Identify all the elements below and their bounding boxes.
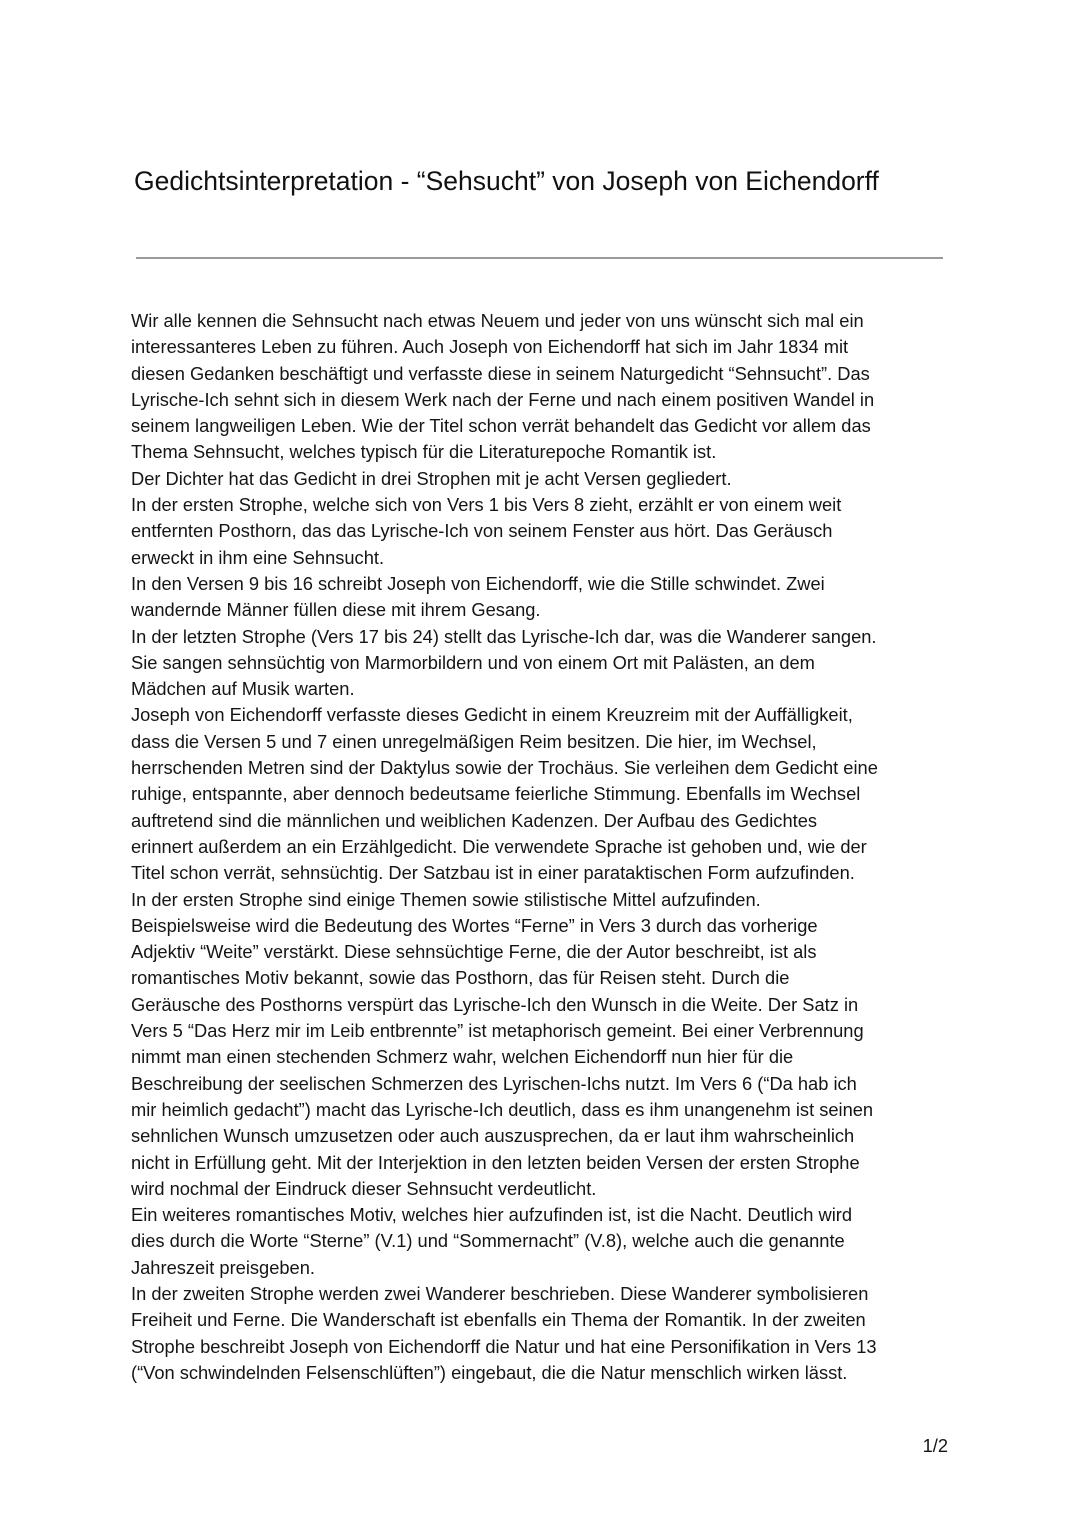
text-line: Freiheit und Ferne. Die Wanderschaft ist ebenfalls ein Thema der Romantik. In der zweiten <box>131 1309 866 1331</box>
text-line: Beispielsweise wird die Bedeutung des Wortes “Ferne” in Vers 3 durch das vorherige <box>131 914 818 936</box>
text-line: wandernde Männer füllen diese mit ihrem Gesang. <box>131 599 541 621</box>
text-line: ruhige, entspannte, aber dennoch bedeutsame feierliche Stimmung. Ebenfalls im Wechsel <box>131 783 861 805</box>
text-line: entfernten Posthorn, das das Lyrische-Ich von seinem Fenster aus hört. Das Geräusch <box>131 520 833 542</box>
text-line: Sie sangen sehnsüchtig von Marmorbildern und von einem Ort mit Palästen, an dem <box>131 651 815 673</box>
text-line: Der Dichter hat das Gedicht in drei Strophen mit je acht Versen gegliedert. <box>131 467 732 489</box>
text-line: sehnlichen Wunsch umzusetzen oder auch auszusprechen, da er laut ihm wahrscheinlich <box>131 1125 855 1147</box>
text-line: In den Versen 9 bis 16 schreibt Joseph von Eichendorff, wie die Stille schwindet. Zwei <box>131 572 825 594</box>
text-line: In der zweiten Strophe werden zwei Wanderer beschrieben. Diese Wanderer symbolisieren <box>131 1282 869 1304</box>
text-line: Titel schon verrät, sehnsüchtig. Der Satzbau ist in einer parataktischen Form aufzufinden. <box>131 862 855 884</box>
text-line: erinnert außerdem an ein Erzählgedicht. Die verwendete Sprache ist gehoben und, wie der <box>131 835 867 857</box>
text-line: In der ersten Strophe sind einige Themen sowie stilistische Mittel aufzufinden. <box>131 888 761 910</box>
text-line: romantisches Motiv bekannt, sowie das Posthorn, das für Reisen steht. Durch die <box>131 967 790 989</box>
text-line: seinem langweiligen Leben. Wie der Titel schon verrät behandelt das Gedicht vor allem das <box>131 415 871 437</box>
document-body <box>131 308 971 1386</box>
text-line: mir heimlich gedacht”) macht das Lyrische-Ich deutlich, dass es ihm unangenehm ist seinen <box>131 1098 874 1120</box>
text-line: Ein weiteres romantisches Motiv, welches hier aufzufinden ist, ist die Nacht. Deutlich wird <box>131 1204 853 1226</box>
text-line: In der ersten Strophe, welche sich von Vers 1 bis Vers 8 zieht, erzählt er von einem weit <box>131 494 842 516</box>
text-line: Thema Sehnsucht, welches typisch für die Literaturepoche Romantik ist. <box>131 441 717 463</box>
document-title: Gedichtsinterpretation - “Sehsucht” von Joseph von Eichendorff <box>134 166 879 196</box>
text-line: In der letzten Strophe (Vers 17 bis 24) stellt das Lyrische-Ich dar, was die Wanderer sangen. <box>131 625 877 647</box>
text-line: Geräusche des Posthorns verspürt das Lyrische-Ich den Wunsch in die Weite. Der Satz in <box>131 993 859 1015</box>
text-line: diesen Gedanken beschäftigt und verfasste diese in seinem Naturgedicht “Sehnsucht”. Das <box>131 362 870 384</box>
text-line: Joseph von Eichendorff verfasste dieses Gedicht in einem Kreuzreim mit der Auffälligkeit, <box>131 704 853 726</box>
text-line: Adjektiv “Weite” verstärkt. Diese sehnsüchtige Ferne, die der Autor beschreibt, ist als <box>131 941 817 963</box>
text-line: (“Von schwindelnden Felsenschlüften”) eingebaut, die die Natur menschlich wirken lässt. <box>131 1361 848 1383</box>
text-line: dass die Versen 5 und 7 einen unregelmäßigen Reim besitzen. Die hier, im Wechsel, <box>131 730 817 752</box>
page-number: 1/2 <box>922 1435 948 1456</box>
text-line: interessanteres Leben zu führen. Auch Joseph von Eichendorff hat sich im Jahr 1834 mit <box>131 336 849 358</box>
text-line: Wir alle kennen die Sehnsucht nach etwas Neuem und jeder von uns wünscht sich mal ein <box>131 310 864 331</box>
text-line: wird nochmal der Eindruck dieser Sehnsucht verdeutlicht. <box>131 1177 597 1199</box>
text-line: auftretend sind die männlichen und weiblichen Kadenzen. Der Aufbau des Gedichtes <box>131 809 818 831</box>
text-line: Vers 5 “Das Herz mir im Leib entbrennte” ist metaphorisch gemeint. Bei einer Verbrennung <box>131 1020 864 1042</box>
text-line: dies durch die Worte “Sterne” (V.1) und “Sommernacht” (V.8), welche auch die genannte <box>131 1230 845 1252</box>
text-line: Lyrische-Ich sehnt sich in diesem Werk nach der Ferne und nach einem positiven Wandel in <box>131 388 875 410</box>
text-line: nimmt man einen stechenden Schmerz wahr, welchen Eichendorff nun hier für die <box>131 1046 794 1068</box>
text-line: Mädchen auf Musik warten. <box>131 678 355 700</box>
text-line: Strophe beschreibt Joseph von Eichendorff die Natur und hat eine Personifikation in Vers 13 <box>131 1335 877 1357</box>
text-line: Jahreszeit preisgeben. <box>131 1256 315 1278</box>
text-line: erweckt in ihm eine Sehnsucht. <box>131 546 385 568</box>
text-line: nicht in Erfüllung geht. Mit der Interjektion in den letzten beiden Versen der ersten Strophe <box>131 1151 860 1173</box>
title-divider <box>136 257 943 259</box>
text-line: herrschenden Metren sind der Daktylus sowie der Trochäus. Sie verleihen dem Gedicht eine <box>131 757 878 779</box>
text-line: Beschreibung der seelischen Schmerzen des Lyrischen-Ichs nutzt. Im Vers 6 (“Da hab ich <box>131 1072 857 1094</box>
